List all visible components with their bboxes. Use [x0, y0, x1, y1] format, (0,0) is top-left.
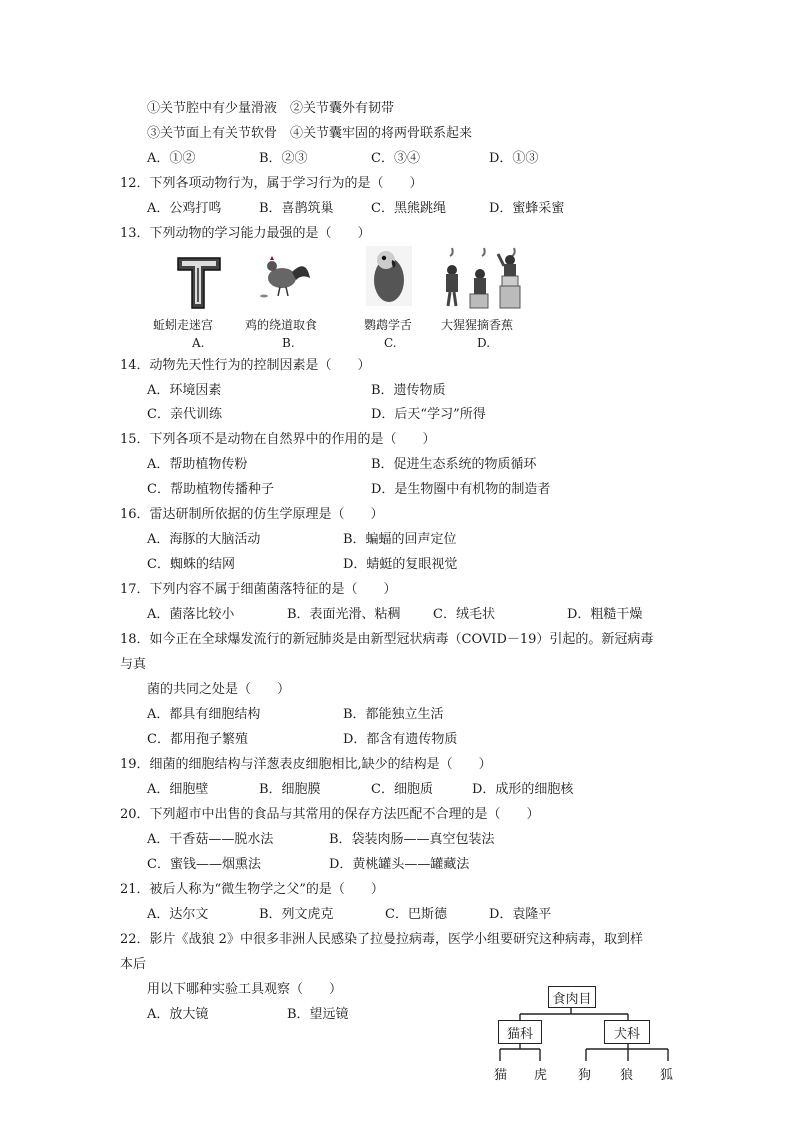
- q12-stem: 12．下列各项动物行为，属于学习行为的是（ ）: [120, 176, 423, 191]
- q19-option-b: B．细胞膜: [259, 782, 321, 797]
- q19-option-a: A．细胞壁: [147, 782, 209, 797]
- q20-option-d: D．黄桃罐头——罐藏法: [329, 857, 470, 872]
- q14-option-d: D．后天“学习”所得: [371, 407, 486, 422]
- q20-option-c: C．蜜钱——烟熏法: [147, 857, 261, 872]
- q12-option-d: D．蜜蜂采蜜: [489, 201, 565, 216]
- parrot-image: [366, 246, 412, 306]
- q13-letter-a: A.: [192, 336, 205, 350]
- q21-option-d: D．袁隆平: [489, 907, 552, 922]
- q16-option-c: C．蜘蛛的结网: [147, 557, 235, 572]
- q13-letter-d: D.: [477, 336, 491, 350]
- earthworm-maze-image: [174, 254, 224, 310]
- q19-stem: 19．细菌的细胞结构与洋葱表皮细胞相比,缺少的结构是（ ）: [120, 757, 492, 772]
- gorilla-bananas-image: [438, 246, 530, 310]
- q16-option-a: A．海豚的大脑活动: [147, 532, 261, 547]
- q17-option-b: B．表面光滑、粘稠: [287, 607, 401, 622]
- q15-option-b: B．促进生态系统的物质循环: [371, 457, 537, 472]
- q14-option-c: C．亲代训练: [147, 407, 222, 422]
- q11-option-c: C．③④: [371, 151, 420, 166]
- q21-option-c: C．巴斯德: [385, 907, 447, 922]
- q12-option-a: A．公鸡打鸣: [147, 201, 222, 216]
- q19-option-c: C．细胞质: [371, 782, 433, 797]
- q14-option-a: A．环境因素: [147, 383, 222, 398]
- q16-stem: 16．雷达研制所依据的仿生学原理是（ ）: [120, 507, 384, 522]
- q15-option-d: D．是生物圈中有机物的制造者: [371, 482, 551, 497]
- tree-leaf-fox: 狐: [660, 1068, 674, 1083]
- q22-option-a: A．放大镜: [147, 1007, 209, 1022]
- q22-stem-line-3: 用以下哪种实验工具观察（ ）: [147, 982, 343, 997]
- q13-stem: 13．下列动物的学习能力最强的是（ ）: [120, 226, 371, 241]
- q20-option-b: B．袋装肉肠——真空包装法: [329, 832, 495, 847]
- q17-stem: 17．下列内容不属于细菌菌落特征的是（ ）: [120, 582, 397, 597]
- q22-stem-line-2: 本后: [120, 957, 147, 972]
- q21-stem: 21．被后人称为“微生物学之父”的是（ ）: [120, 882, 384, 897]
- q13-letter-c: C.: [384, 336, 397, 350]
- tree-leaf-tiger: 虎: [534, 1068, 548, 1083]
- q20-stem: 20．下列超市中出售的食品与其常用的保存方法匹配不合理的是（ ）: [120, 807, 540, 822]
- q13-caption-c: 鹦鹉学舌: [364, 318, 413, 332]
- q11-option-a: A．①②: [147, 151, 196, 166]
- q16-option-d: D．蜻蜓的复眼视觉: [343, 557, 458, 572]
- q13-caption-b: 鸡的绕道取食: [245, 318, 318, 332]
- q18-stem-line-2: 与真: [120, 657, 147, 672]
- q15-stem: 15．下列各项不是动物在自然界中的作用的是（ ）: [120, 432, 436, 447]
- q19-option-d: D．成形的细胞核: [472, 782, 574, 797]
- q22-option-b: B．望远镜: [287, 1007, 349, 1022]
- q18-option-a: A．都具有细胞结构: [147, 707, 261, 722]
- q11-statement-1: ①关节腔中有少量滑液 ②关节囊外有韧带: [147, 101, 395, 116]
- q11-option-d: D．①③: [489, 151, 539, 166]
- q18-stem-line-1: 18．如今正在全球爆发流行的新冠肺炎是由新型冠状病毒（COVID－19）引起的。新冠病毒: [120, 632, 654, 647]
- q21-option-b: B．列文虎克: [259, 907, 334, 922]
- q22-stem-line-1: 22．影片《战狼 2》中很多非洲人民感染了拉曼拉病毒，医学小组要研究这种病毒，取到样: [120, 932, 643, 947]
- q17-option-d: D．粗糙干燥: [567, 607, 643, 622]
- q16-option-b: B．蝙蝠的回声定位: [343, 532, 457, 547]
- tree-leaf-wolf: 狼: [620, 1068, 634, 1083]
- q12-option-c: C．黑熊跳绳: [371, 201, 446, 216]
- q18-option-c: C．都用孢子繁殖: [147, 732, 248, 747]
- q18-option-b: B．都能独立生活: [343, 707, 444, 722]
- q15-option-c: C．帮助植物传播种子: [147, 482, 274, 497]
- q11-statement-2: ③关节面上有关节软骨 ④关节囊牢固的将两骨联系起来: [147, 126, 473, 141]
- q21-option-a: A．达尔文: [147, 907, 209, 922]
- tree-leaf-cat: 猫: [494, 1068, 508, 1083]
- rooster-image: [252, 254, 316, 300]
- q14-option-b: B．遗传物质: [371, 383, 446, 398]
- q13-letter-b: B.: [282, 336, 295, 350]
- q17-option-c: C．绒毛状: [433, 607, 495, 622]
- tree-leaf-dog: 狗: [578, 1068, 592, 1083]
- q18-option-d: D．都含有遗传物质: [343, 732, 458, 747]
- q12-option-b: B．喜鹊筑巢: [259, 201, 334, 216]
- q20-option-a: A．干香菇——脱水法: [147, 832, 274, 847]
- tree-root-node: 食肉目: [548, 986, 596, 1008]
- q13-caption-d: 大猩猩摘香蕉: [441, 318, 514, 332]
- q11-option-b: B．②③: [259, 151, 308, 166]
- q17-option-a: A．菌落比较小: [147, 607, 235, 622]
- tree-node-felidae: 猫科: [498, 1020, 542, 1044]
- q14-stem: 14．动物先天性行为的控制因素是（ ）: [120, 358, 371, 373]
- q18-stem-line-3: 菌的共同之处是（ ）: [147, 682, 291, 697]
- q13-caption-a: 蚯蚓走迷宫: [153, 318, 214, 332]
- q15-option-a: A．帮助植物传粉: [147, 457, 248, 472]
- tree-node-canidae: 犬科: [604, 1020, 650, 1044]
